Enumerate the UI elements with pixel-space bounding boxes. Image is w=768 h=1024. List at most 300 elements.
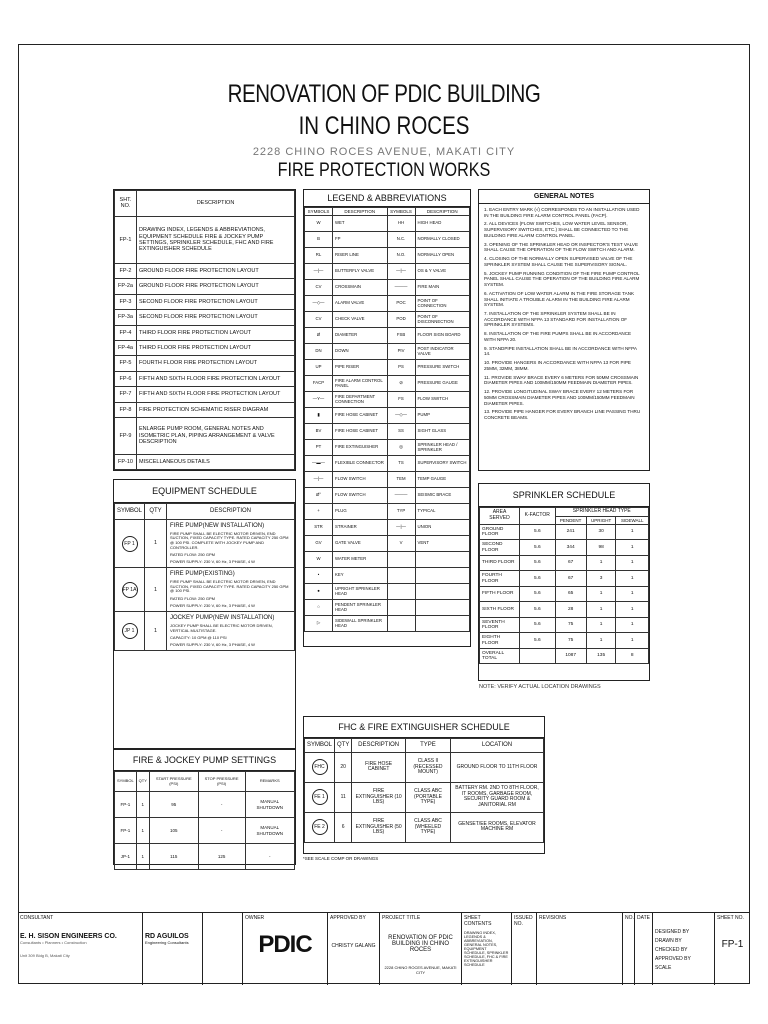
sprinkler-cell: 1087 [555, 648, 586, 664]
equipment-header: QTY [145, 504, 167, 520]
fhc-cell: 11 [335, 782, 352, 812]
sprinkler-cell: 67 [555, 571, 586, 587]
sheet-number-cell: FP-8 [115, 402, 137, 417]
legend-row [305, 360, 470, 376]
legend-row [305, 232, 470, 248]
legend-symbol: TEM [387, 472, 415, 488]
fhc-header-row [305, 739, 544, 753]
sprinkler-row [480, 648, 649, 664]
sprinkler-cell: 5.6 [520, 617, 556, 633]
legend-symbol: RL [305, 248, 333, 264]
pump-header: REMARKS [245, 772, 294, 792]
legend-symbol: + [305, 504, 333, 520]
legend-symbol: —▬— [305, 456, 333, 472]
fhc-cell: FIRE HOSE CABINET [352, 752, 406, 782]
legend-row [305, 312, 470, 328]
index-row [115, 310, 295, 325]
legend-symbol: BV [305, 424, 333, 440]
sheet-description-cell: SECOND FLOOR FIRE PROTECTION LAYOUT [137, 310, 295, 325]
fhc-cell: FIRE EXTINGUISHER (10 LBS) [352, 782, 406, 812]
legend-description: TYPICAL [415, 504, 469, 520]
pump-cell: - [245, 844, 294, 870]
pump-symbol-icon: JP 1 [122, 623, 138, 639]
equipment-symbol-cell [115, 568, 145, 612]
legend-description: CROSSMAIN [333, 280, 388, 296]
sheet-no-cell [715, 913, 750, 985]
sheet-description-cell: MISCELLANEOUS DETAILS [137, 454, 295, 470]
fhc-cell: CLASS ABC (WHEELED TYPE) [405, 812, 450, 842]
general-note-item: 2. ALL DEVICES (FLOW SWITCHES, LOW WATER LEVEL SENSOR, SUPERVISORY SWITCHES, ETC.) SHALL BE CONNECTED TO THE BUILDING FIRE ALARM CONTROL PANEL. [484, 221, 629, 238]
sheet-number-cell: FP-5 [115, 356, 137, 371]
legend-description: NORMALLY CLOSED [415, 232, 469, 248]
sprinkler-cell: FOURTH FLOOR [480, 571, 520, 587]
fhc-cell: 6 [335, 812, 352, 842]
legend-symbol: —◇— [387, 408, 415, 424]
no-cell [623, 913, 635, 985]
pump-row [115, 792, 295, 818]
legend-row [305, 296, 470, 312]
legend-symbol [387, 600, 415, 616]
legend-description: UPRIGHT SPRINKLER HEAD [333, 584, 388, 600]
index-row [115, 340, 295, 355]
legend-symbol: ▷ [305, 616, 333, 632]
legend-description: FLEXIBLE CONNECTOR [333, 456, 388, 472]
legend-description: ALARM VALVE [333, 296, 388, 312]
index-row [115, 454, 295, 470]
legend-description: FLOW SWITCH [333, 472, 388, 488]
legend-header: SYMBOLS [387, 208, 415, 216]
general-note-item: 1. EACH ENTRY MARK (√) CORRESPONDS TO AN INSTALLATION USED IN THE BUILDING FIRE ALARM CONTROL PANEL (FACP). [484, 207, 640, 218]
sheet-no-label: SHEET NO. [717, 915, 744, 921]
consultant-sub: Consultants • Planners • Construction [20, 940, 87, 945]
sheet-number-cell: FP-7 [115, 387, 137, 402]
pump-cell: MANUAL SHUTDOWN [245, 792, 294, 818]
equipment-header: DESCRIPTION [167, 504, 295, 520]
sheet-number-cell: FP-10 [115, 454, 137, 470]
sprinkler-cell: 1 [586, 617, 616, 633]
sprinkler-cell: 5.6 [520, 524, 556, 540]
legend-row [305, 488, 470, 504]
pump-header: SYMBOL [115, 772, 137, 792]
legend-row [305, 424, 470, 440]
revisions-cell [537, 913, 623, 985]
legend-symbol: ——— [387, 488, 415, 504]
legend-symbol: UP [305, 360, 333, 376]
sprinkler-cell: 1 [616, 571, 649, 587]
legend-row [305, 392, 470, 408]
equipment-description [167, 519, 295, 567]
legend-description: PRESSURE GAUGE [415, 376, 469, 392]
sprinkler-cell: 67 [555, 555, 586, 571]
general-note-item: 11. PROVIDE SWAY BRACE EVERY 6 METERS FOR 50MM CROSSMAIN DIAMETER PIPES AND 100MM/150MM FEEDMAIN DIAMETER PIPES. [484, 374, 639, 386]
legend-symbol: FACP [305, 376, 333, 392]
approver-name: CHRISTY GALANG [331, 943, 376, 949]
index-header: SHT. NO. [115, 191, 137, 217]
fhc-header: QTY [335, 739, 352, 753]
legend-symbol: —|— [387, 520, 415, 536]
sprinkler-cell: 1 [616, 524, 649, 540]
sprinkler-schedule [478, 483, 650, 681]
legend-description: UNION [415, 520, 469, 536]
sheet-number-cell: FP-2 [115, 263, 137, 278]
owner-cell [243, 913, 328, 985]
legend-description: FIRE HOSE CABINET [333, 424, 388, 440]
equipment-schedule [113, 479, 296, 749]
sheet-number-cell: FP-9 [115, 418, 137, 454]
pump-row [115, 844, 295, 870]
equipment-row [115, 519, 295, 567]
legend-description: RISER LINE [333, 248, 388, 264]
sprinkler-cell: OVERALL TOTAL [480, 648, 520, 664]
equipment-spec: FIRE PUMP SHALL BE ELECTRIC MOTOR DRIVEN, END SUCTION, FIXED CAPACITY TYPE. RATED CAPACITY 250 GPM @ 100 PSI. [170, 579, 289, 594]
sheet-number-cell: FP-2a [115, 279, 137, 294]
fhc-symbol-cell [305, 782, 335, 812]
sprinkler-cell: 5.6 [520, 571, 556, 587]
legend-symbol: HH [387, 216, 415, 232]
fhc-cell: GROUND FLOOR TO 11TH FLOOR [451, 752, 544, 782]
legend-symbol: TYP [387, 504, 415, 520]
scale-label: SCALE [655, 965, 672, 971]
sprinkler-row [480, 540, 649, 556]
index-row [115, 279, 295, 294]
consultant-cell [18, 913, 143, 985]
pump-cell: 1 [136, 818, 149, 844]
date-cell [635, 913, 653, 985]
legend-row [305, 600, 470, 616]
sprinkler-header: K-FACTOR [520, 508, 556, 525]
sprinkler-cell: 75 [555, 617, 586, 633]
legend-description: FLOW SWITCH [333, 488, 388, 504]
legend-description: GATE VALVE [333, 536, 388, 552]
index-row [115, 371, 295, 386]
sprinkler-cell: 5.6 [520, 633, 556, 649]
equipment-name: JOCKEY PUMP(NEW INSTALLATION) [170, 615, 275, 622]
sprinkler-title: SPRINKLER SCHEDULE [479, 484, 649, 507]
legend-description: SPRINKLER HEAD / SPRINKLER [415, 440, 469, 456]
fhc-schedule [303, 716, 545, 854]
legend-description [415, 584, 469, 600]
legend-description: PENDENT SPRINKLER HEAD [333, 600, 388, 616]
project-cell [380, 913, 462, 985]
approved-by: APPROVED BY [655, 956, 691, 962]
sprinkler-group-header: SPRINKLER HEAD TYPE [555, 508, 648, 517]
legend-row [305, 552, 470, 568]
consultant-name: E. H. SISON ENGINEERS CO. [20, 933, 117, 940]
legend-symbol: V [387, 536, 415, 552]
legend-description: SEISMIC BRACE [415, 488, 469, 504]
legend-description: PLUG [333, 504, 388, 520]
owner-label: OWNER [245, 915, 265, 921]
legend-description: FLOOR SIGN BOARD [415, 328, 469, 344]
sprinkler-cell: 75 [555, 633, 586, 649]
pump-cell: 95 [149, 792, 198, 818]
equipment-name: FIRE PUMP(EXISTING) [170, 571, 235, 578]
project-title: RENOVATION OF PDIC BUILDING IN CHINO ROCES [388, 935, 453, 953]
fhc-row [305, 812, 544, 842]
sprinkler-cell: 5.6 [520, 602, 556, 618]
fhc-symbol-icon: FHC [312, 759, 328, 775]
sheet-description-cell: DRAWING INDEX, LEGENDS & ABBREVIATIONS, EQUIPMENT SCHEDULE FIRE & JOCKEY PUMP SETTINGS, SPRINKLER SCHEDULE, FHC AND FIRE EXTINGUISHER SCHEDULE [137, 216, 295, 263]
sprinkler-row [480, 602, 649, 618]
fhc-symbol-cell [305, 812, 335, 842]
legend-symbol: ——— [387, 280, 415, 296]
legend-description: SIDEWALL SPRINKLER HEAD [333, 616, 388, 632]
equipment-row [115, 612, 295, 651]
legend-symbol: FSB [387, 328, 415, 344]
legend-description: WET [333, 216, 388, 232]
legend-symbol: TS [387, 456, 415, 472]
legend-symbol: W [305, 552, 333, 568]
fhc-cell: FIRE EXTINGUISHER (50 LBS) [352, 812, 406, 842]
index-row [115, 263, 295, 278]
equipment-symbol-cell [115, 519, 145, 567]
legend-symbol: GV [305, 536, 333, 552]
checked-by: CHECKED BY [655, 947, 688, 953]
title-block [18, 912, 750, 984]
pump-header-row [115, 772, 295, 792]
sprinkler-cell: 3 [586, 571, 616, 587]
sheet-description-cell: GROUND FLOOR FIRE PROTECTION LAYOUT [137, 263, 295, 278]
general-note-item: 12. PROVIDE LONGITUDINAL SWAY BRACE EVERY 12 METERS FOR 50MM CROSSMAIN DIAMETER PIPES AND 100MM/150MM FEEDMAIN DIAMETER PIPES. [484, 389, 635, 406]
sheet-description-cell: FIFTH AND SIXTH FLOOR FIRE PROTECTION LAYOUT [137, 371, 295, 386]
fhc-cell: GENSET/EE ROOMS, ELEVATOR MACHINE RM [451, 812, 544, 842]
sprinkler-cell: 344 [555, 540, 586, 556]
legend-description: OS & Y VALVE [415, 264, 469, 280]
sprinkler-cell: 1 [586, 586, 616, 602]
fhc-header: SYMBOL [305, 739, 335, 753]
partner-cell [143, 913, 203, 985]
equipment-symbol-cell [115, 612, 145, 651]
legend-row [305, 504, 470, 520]
sheet-description-cell: THIRD FLOOR FIRE PROTECTION LAYOUT [137, 340, 295, 355]
index-row [115, 418, 295, 454]
sprinkler-cell: 241 [555, 524, 586, 540]
fhc-symbol-icon: FE 1 [312, 789, 328, 805]
sheet-number-cell: FP-6 [115, 371, 137, 386]
legend-description: VENT [415, 536, 469, 552]
pump-cell: MANUAL SHUTDOWN [245, 818, 294, 844]
legend-header-row [305, 208, 470, 216]
sprinkler-row [480, 524, 649, 540]
sprinkler-header: PENDENT [555, 516, 586, 524]
fhc-cell: CLASS II (RECESSED MOUNT) [405, 752, 450, 782]
sprinkler-cell: GROUND FLOOR [480, 524, 520, 540]
general-note-item: 9. STANDPIPE INSTALLATION SHALL BE IN ACCORDANCE WITH NFPA 14. [484, 345, 637, 357]
legend-description: FIRE ALARM CONTROL PANEL [333, 376, 388, 392]
legend-header: DESCRIPTION [415, 208, 469, 216]
revisions-label: REVISIONS [539, 915, 567, 921]
sprinkler-cell: 1 [586, 555, 616, 571]
equipment-power: POWER SUPPLY: 230 V, 60 Hz, 3 PHASE, 4 W [170, 602, 255, 608]
equipment-qty: 1 [145, 612, 167, 651]
legend-symbol: • [305, 568, 333, 584]
approved-cell [328, 913, 380, 985]
pump-cell: 125 [198, 844, 245, 870]
legend-description: PRESSURE SWITCH [415, 360, 469, 376]
fhc-symbol-cell [305, 752, 335, 782]
legend-symbol: N.O. [387, 248, 415, 264]
legend-description: FIRE HOSE CABINET [333, 408, 388, 424]
index-row [115, 294, 295, 309]
sprinkler-header: SIDEWALL [616, 516, 649, 524]
legend-symbol: —Y— [305, 392, 333, 408]
equipment-spec: FIRE PUMP SHALL BE ELECTRIC MOTOR DRIVEN, END SUCTION, FIXED CAPACITY TYPE. RATED CAPACITY 250 GPM @ 100 PSI. COMPLETE WITH JOCKEY PUMP AND CONTROLLER. [170, 530, 289, 550]
legend-symbol: —◇— [305, 296, 333, 312]
sprinkler-cell: 5.6 [520, 540, 556, 556]
general-note-item: 4. CLOSING OF THE NORMALLY OPEN SUPERVISED VALVE OF THE SPRINKLER SYSTEM SHALL CAUSE THE SUPERVISORY SIGNAL. [484, 256, 633, 267]
general-note-item: 5. JOCKEY PUMP RUNNING CONDITION OF THE FIRE PUMP CONTROL PANEL SHALL CAUSE THE OPERATION OF THE BUILDING FIRE ALARM SYSTEM. [484, 270, 640, 288]
fhc-row [305, 782, 544, 812]
consultant-label: CONSULTANT [20, 915, 54, 921]
legend-symbol: ◎ [387, 440, 415, 456]
sheet-number-cell: FP-1 [115, 216, 137, 263]
sprinkler-cell: 1 [586, 602, 616, 618]
legend-symbol: PIV [387, 344, 415, 360]
fhc-cell: CLASS ABC (PORTABLE TYPE) [405, 782, 450, 812]
sprinkler-cell: EIGHTH FLOOR [480, 633, 520, 649]
title-address: 2228 CHINO ROCES AVENUE, MAKATI CITY [252, 146, 516, 158]
sheet-contents-label: SHEET CONTENTS [464, 915, 492, 927]
legend-row [305, 280, 470, 296]
fhc-title: FHC & FIRE EXTINGUISHER SCHEDULE [304, 717, 544, 738]
legend-symbol: CV [305, 280, 333, 296]
legend-row [305, 216, 470, 232]
sheet-description-cell: GROUND FLOOR FIRE PROTECTION LAYOUT [137, 279, 295, 294]
index-row [115, 216, 295, 263]
title-line-1: RENOVATION OF PDIC BUILDING [227, 80, 541, 108]
legend-table [303, 189, 471, 647]
fhc-header: LOCATION [451, 739, 544, 753]
legend-row [305, 584, 470, 600]
equipment-description [167, 568, 295, 612]
sprinkler-cell: SECOND FLOOR [480, 540, 520, 556]
sprinkler-cell: 1 [616, 586, 649, 602]
legend-row [305, 616, 470, 632]
title-line-2: IN CHINO ROCES [298, 112, 470, 140]
legend-description [415, 568, 469, 584]
pump-row [115, 818, 295, 844]
legend-symbol: PT [305, 440, 333, 456]
index-header-row [115, 191, 295, 217]
legend-symbol [387, 616, 415, 632]
pump-header: START PRESSURE (PSI) [149, 772, 198, 792]
sprinkler-cell: 5.6 [520, 555, 556, 571]
legend-symbol: CV [305, 312, 333, 328]
sheet-description-cell: FIRE PROTECTION SCHEMATIC RISER DIAGRAM [137, 402, 295, 417]
equipment-flow: CAPACITY: 10 GPM @ 110 PSI [170, 635, 227, 641]
sheet-description-cell: THIRD FLOOR FIRE PROTECTION LAYOUT [137, 325, 295, 340]
legend-symbol: ● [305, 584, 333, 600]
fhc-row [305, 752, 544, 782]
legend-row [305, 440, 470, 456]
legend-title: LEGEND & ABBREVIATIONS [304, 190, 470, 207]
general-note-item: 3. OPENING OF THE SPRINKLER HEAD OR INSPECTOR'S TEST VALVE SHALL CAUSE THE OPERATION OF THE FLOW SWITCH AND ALARM. [484, 241, 639, 253]
legend-description: BUTTERFLY VALVE [333, 264, 388, 280]
legend-description: WATER METER [333, 552, 388, 568]
equipment-header-row [115, 504, 295, 520]
legend-description: PUMP [415, 408, 469, 424]
legend-symbol: ○ [305, 600, 333, 616]
legend-symbol [387, 568, 415, 584]
legend-description: CHECK VALVE [333, 312, 388, 328]
fhc-note: *SEE SCALE COMP OR DRAWINGS [303, 856, 379, 861]
general-note-item: 7. INSTALLATION OF THE SPRINKLER SYSTEM SHALL BE IN ACCORDANCE WITH NFPA 13 STANDARD FOR INSTALLATION OF SPRINKLER SYSTEMS. [484, 311, 628, 328]
sheet-contents: DRAWING INDEX, LEGENDS & ABBREVIATION, GENERAL NOTES, EQUIPMENT SCHEDULE, SPRINKLER SCHEDULE, FHC & FIRE EXTINGUISHER SCHEDULE [464, 931, 509, 967]
signatories-cell [653, 913, 715, 985]
general-notes [478, 189, 650, 471]
legend-row [305, 344, 470, 360]
date-label: DATE [637, 915, 650, 921]
designed-by: DESIGNED BY [655, 929, 690, 935]
fhc-header: DESCRIPTION [352, 739, 406, 753]
sprinkler-cell: SIXTH FLOOR [480, 602, 520, 618]
legend-row [305, 376, 470, 392]
equipment-flow: RATED FLOW: 250 GPM [170, 596, 215, 602]
general-note-item: 6. ACTIVATION OF LOW WATER ALARM IN THE FIRE STORAGE TANK SHALL INITIATE A TROUBLE ALARM IN THE BUILDING FIRE ALARM SYSTEM. [484, 290, 635, 308]
approved-label: APPROVED BY [330, 915, 366, 921]
sprinkler-cell: 1 [616, 540, 649, 556]
equipment-description [167, 612, 295, 651]
pump-header: QTY [136, 772, 149, 792]
section-title: FIRE PROTECTION WORKS [277, 160, 491, 181]
sprinkler-cell: 1 [616, 633, 649, 649]
sprinkler-cell [520, 648, 556, 664]
partner-name: RD AGUILOS [145, 933, 189, 940]
sprinkler-cell: FIFTH FLOOR [480, 586, 520, 602]
legend-description: HIGH HEAD [415, 216, 469, 232]
sprinkler-row [480, 555, 649, 571]
fhc-symbol-icon: FE 2 [312, 819, 328, 835]
partner-sub: Engineering Consultants [145, 940, 189, 945]
legend-description: SIGHT GLASS [415, 424, 469, 440]
legend-symbol: B [305, 232, 333, 248]
issued-label: ISSUED NO. [514, 915, 533, 927]
pump-header: STOP PRESSURE (PSI) [198, 772, 245, 792]
pump-cell: 1 [136, 844, 149, 870]
legend-description: FIRE MAIN [415, 280, 469, 296]
legend-description: STRAINER [333, 520, 388, 536]
legend-symbol [387, 552, 415, 568]
legend-symbol: —|— [387, 264, 415, 280]
legend-description: DOWN [333, 344, 388, 360]
legend-description: FLOW SWITCH [415, 392, 469, 408]
fhc-cell: BATTERY RM. 2ND TO 8TH FLOOR, IT ROOMS, GARBAGE ROOM, SECURITY GUARD ROOM & JANITORIAL RM [451, 782, 544, 812]
sprinkler-row [480, 586, 649, 602]
general-notes-title: GENERAL NOTES [479, 190, 649, 204]
legend-row [305, 568, 470, 584]
legend-description: POINT OF CONNECTION [415, 296, 469, 312]
legend-row [305, 520, 470, 536]
legend-description [415, 600, 469, 616]
legend-description: FIRE EXTINGUISHER [333, 440, 388, 456]
sprinkler-group-row [480, 508, 649, 517]
legend-description: PIPE RISER [333, 360, 388, 376]
equipment-row [115, 568, 295, 612]
sheet-number-cell: FP-4 [115, 325, 137, 340]
legend-description [415, 552, 469, 568]
sprinkler-cell: 65 [555, 586, 586, 602]
equipment-power: POWER SUPPLY: 230 V, 60 Hz, 3 PHASE, 4 W [170, 641, 255, 647]
legend-symbol: Ø [305, 328, 333, 344]
sheet-contents-cell [462, 913, 512, 985]
sprinkler-header: AREA SERVED [480, 508, 520, 525]
equipment-spec: JOCKEY PUMP SHALL BE ELECTRIC MOTOR DRIVEN, VERTICAL MULTISTAGE. [170, 623, 273, 633]
sheet-index-table [113, 189, 296, 471]
sheet-number-cell: FP-4a [115, 340, 137, 355]
legend-symbol: PS [387, 360, 415, 376]
sprinkler-row [480, 571, 649, 587]
sprinkler-row [480, 617, 649, 633]
